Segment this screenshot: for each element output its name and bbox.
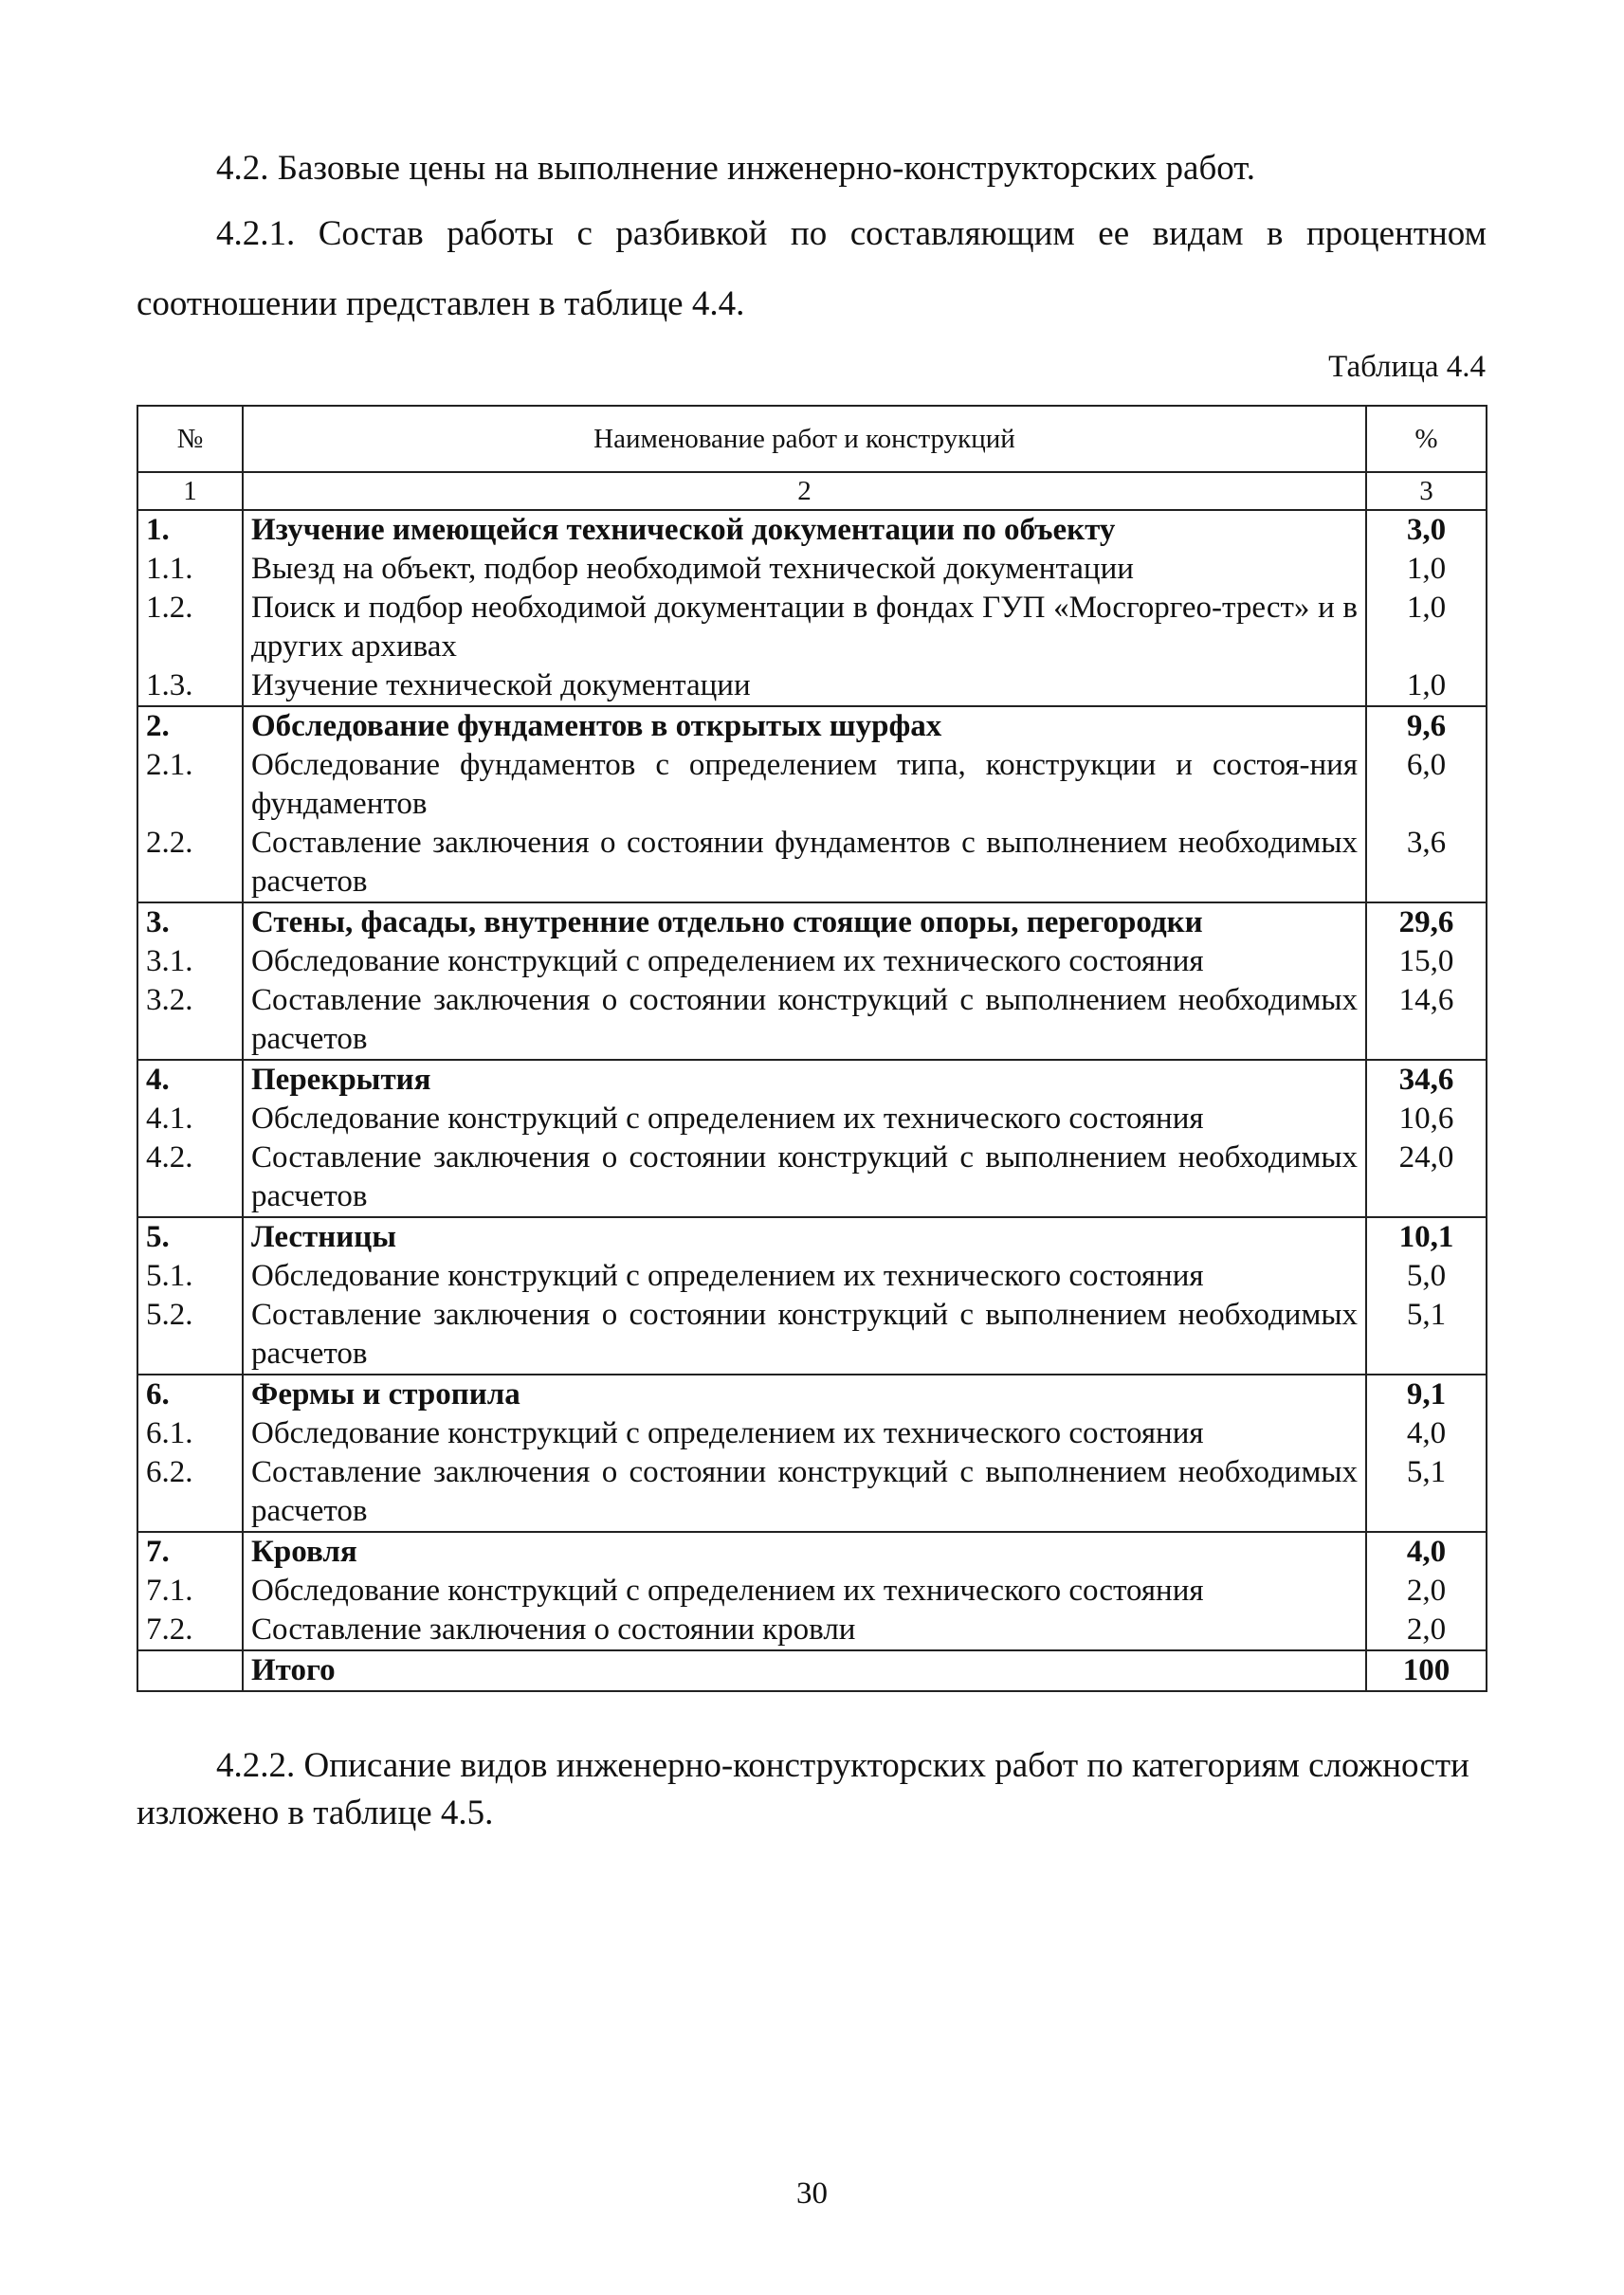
row-percent: 1,0 [1366,550,1487,589]
table-row [137,1060,1487,1100]
row-name: Стены, фасады, внутренние отдельно стоящие опоры, перегородки [243,902,1366,942]
table-caption: Таблица 4.4 [1328,350,1486,384]
row-name: Обследование конструкций с определением их технического состояния [243,1572,1366,1611]
row-percent: 5,1 [1366,1296,1487,1375]
row-name: Составление заключения о состоянии конструкций с выполнением необходимых расчетов [243,981,1366,1060]
row-name: Итого [243,1650,1366,1691]
header-number: № [137,406,243,472]
row-percent: 4,0 [1366,1532,1487,1572]
table-row [137,981,1487,1060]
row-name: Изучение технической документации [243,666,1366,706]
row-number: 4. [137,1060,243,1100]
row-number: 7.1. [137,1572,243,1611]
table-row [137,1650,1487,1691]
row-number: 4.2. [137,1138,243,1217]
table-row [137,550,1487,589]
row-number: 6.2. [137,1453,243,1532]
row-number: 7.2. [137,1611,243,1650]
row-name: Поиск и подбор необходимой документации в фондах ГУП «Мосгоргео-трест» и в других архивах [243,589,1366,666]
section-title: 4.2. Базовые цены на выполнение инженерно-конструкторских работ. [216,149,1255,188]
table-row [137,942,1487,981]
table-row [137,510,1487,550]
row-name: Составление заключения о состоянии конструкций с выполнением необходимых расчетов [243,1138,1366,1217]
row-number: 1. [137,510,243,550]
row-name: Обследование конструкций с определением их технического состояния [243,1100,1366,1138]
table-row [137,1375,1487,1414]
table-row [137,902,1487,942]
row-percent: 5,0 [1366,1257,1487,1296]
row-number: 3.2. [137,981,243,1060]
row-number [137,1650,243,1691]
row-name: Обследование конструкций с определением их технического состояния [243,1257,1366,1296]
table-row [137,1100,1487,1138]
row-percent: 2,0 [1366,1611,1487,1650]
row-percent: 3,6 [1366,824,1487,902]
row-number: 3. [137,902,243,942]
row-number: 5.2. [137,1296,243,1375]
column-number-2: 2 [243,472,1366,510]
row-name: Изучение имеющейся технической документации по объекту [243,510,1366,550]
table-row [137,1217,1487,1257]
row-name: Составление заключения о состоянии фундаментов с выполнением необходимых расчетов [243,824,1366,902]
row-percent: 10,6 [1366,1100,1487,1138]
row-percent: 29,6 [1366,902,1487,942]
column-number-3: 3 [1366,472,1487,510]
row-number: 2.1. [137,746,243,824]
row-percent: 34,6 [1366,1060,1487,1100]
table-row [137,589,1487,666]
row-number: 2.2. [137,824,243,902]
row-percent: 100 [1366,1650,1487,1691]
row-number: 1.3. [137,666,243,706]
row-percent: 24,0 [1366,1138,1487,1217]
row-name: Составление заключения о состоянии кровли [243,1611,1366,1650]
row-number: 5. [137,1217,243,1257]
row-percent: 10,1 [1366,1217,1487,1257]
works-table [137,405,1487,1692]
row-percent: 9,1 [1366,1375,1487,1414]
row-name: Выезд на объект, подбор необходимой технической документации [243,550,1366,589]
table-body [137,510,1487,1691]
row-percent: 9,6 [1366,706,1487,746]
row-percent: 4,0 [1366,1414,1487,1453]
table-row [137,1296,1487,1375]
table-row [137,1138,1487,1217]
row-name: Составление заключения о состоянии конструкций с выполнением необходимых расчетов [243,1453,1366,1532]
intro-paragraph-line1: 4.2.1. Состав работы с разбивкой по составляющим ее видам в процентном [216,214,1487,253]
row-name: Перекрытия [243,1060,1366,1100]
row-number: 3.1. [137,942,243,981]
row-percent: 1,0 [1366,589,1487,666]
table-row [137,1453,1487,1532]
outro-paragraph: 4.2.2. Описание видов инженерно-конструкторских работ по категориям сложности изложено в таблице 4.5. [137,1746,1469,1832]
row-number: 4.1. [137,1100,243,1138]
row-number: 2. [137,706,243,746]
row-name: Лестницы [243,1217,1366,1257]
row-number: 1.1. [137,550,243,589]
row-percent: 5,1 [1366,1453,1487,1532]
row-number: 6. [137,1375,243,1414]
table-row [137,666,1487,706]
header-percent: % [1366,406,1487,472]
row-name: Кровля [243,1532,1366,1572]
table-column-numbers-row [137,472,1487,510]
row-number: 5.1. [137,1257,243,1296]
row-name: Обследование фундаментов с определением типа, конструкции и состоя-ния фундаментов [243,746,1366,824]
row-percent: 15,0 [1366,942,1487,981]
table-row [137,746,1487,824]
column-number-1: 1 [137,472,243,510]
row-percent: 6,0 [1366,746,1487,824]
table-header-row [137,406,1487,472]
row-percent: 1,0 [1366,666,1487,706]
table-row [137,1532,1487,1572]
table-row [137,1572,1487,1611]
row-percent: 2,0 [1366,1572,1487,1611]
intro-paragraph-line2: соотношении представлен в таблице 4.4. [137,284,745,323]
row-percent: 3,0 [1366,510,1487,550]
row-name: Обследование конструкций с определением их технического состояния [243,1414,1366,1453]
page-number: 30 [796,2177,828,2211]
row-name: Обследование фундаментов в открытых шурфах [243,706,1366,746]
row-number: 7. [137,1532,243,1572]
row-number: 1.2. [137,589,243,666]
table-row [137,1611,1487,1650]
table-row [137,1257,1487,1296]
header-name: Наименование работ и конструкций [243,406,1366,472]
row-name: Обследование конструкций с определением их технического состояния [243,942,1366,981]
table-row [137,1414,1487,1453]
row-percent: 14,6 [1366,981,1487,1060]
row-name: Фермы и стропила [243,1375,1366,1414]
table-row [137,706,1487,746]
row-name: Составление заключения о состоянии конструкций с выполнением необходимых расчетов [243,1296,1366,1375]
row-number: 6.1. [137,1414,243,1453]
table-row [137,824,1487,902]
